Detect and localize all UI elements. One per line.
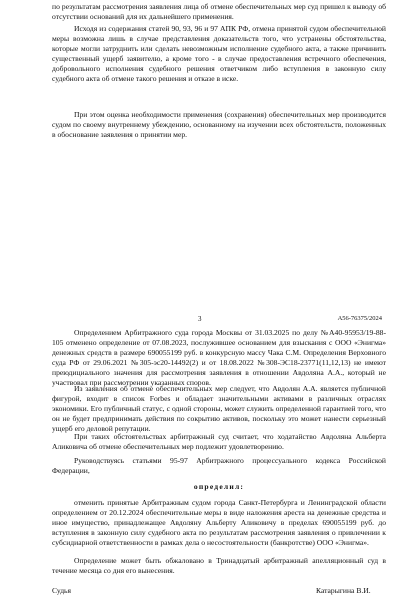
page-number: 3: [198, 315, 202, 323]
paragraph-3: При этом оценка необходимости применения (сохранения) обеспечительных мер производится судом по своему внутреннему убеждению, основанному на изучении всех обстоятельств, положенных в обоснование заявления о принятии мер.: [52, 110, 386, 139]
page-separator: [0, 272, 404, 312]
signature-name: Катарыгина В.И.: [316, 586, 371, 595]
ruling-heading: определил:: [193, 482, 245, 491]
paragraph-ruling-reference: Определением Арбитражного суда города Москвы от 31.03.2025 по делу №А40-95953/19-88-105 отменено определение от 07.08.2023, послужившее основанием для взыскания с ООО «Энигма» денежных средств в размере 690055199 руб. в конкурсную массу Чака С.М. Определения Верховного суда РФ от 29.06.2021 №305-эс20-14492(2) и от 18.08.2022 №308-ЭС18-23771(11,12,13) не имеют преюдициального значения для рассмотрения заявления в отношении Авдоляна А.А., который не участвовал при рассмотрении указанных споров.: [52, 328, 386, 387]
signature-role: Судья: [52, 586, 72, 595]
paragraph-2: Исходя из содержания статей 90, 93, 96 и 97 АПК РФ, отмена принятой судом обеспечительной меры возможна лишь в случае представления доказательств того, что устранены обстоятельства, которые могли затруднить или сделать невозможным исполнение судебного акта, а также причинить существенный ущерб заявителю, а кроме того - в случае предоставления встречного обеспечения, добровольного исполнения судебного решения ответчиком либо вступления в законную силу судебного акта об отмене такого решения и отказе в иске.: [52, 24, 386, 83]
paragraph-applicant-status: Из заявления об отмене обеспечительных мер следует, что Авдолян А.А. является публичной фигурой, входит в список Forbes и обладает значительными активами в различных отраслях экономики. Его публичный статус, с одной стороны, может служить определенной гарантией того, что он не будет предпринимать действия по сокрытию активов, поскольку это может нанести серьезный ущерб его деловой репутации.: [52, 384, 386, 433]
paragraph-court-conclusion: При таких обстоятельствах арбитражный суд считает, что ходатайство Авдоляна Альберта Аликовича об отмене обеспечительных мер подлежит удовлетворению.: [52, 432, 386, 451]
case-number: А56-76375/2024: [337, 315, 382, 322]
paragraph-1: по результатам рассмотрения заявления лица об отмене обеспечительных мер суд пришел к выводу об отсутствии оснований для их дальнейшего применения.: [52, 2, 386, 21]
appeal-notice: Определение может быть обжаловано в Тринадцатый арбитражный апелляционный суд в течение месяца со дня его вынесения.: [52, 556, 386, 575]
ruling-text: отменить принятые Арбитражным судом города Санкт-Петербурга и Ленинградской области определением от 20.12.2024 обеспечительные меры в виде наложения ареста на денежные средства и иное имущество, принадлежащее Авдоляну Альберту Аликовичу в пределах 690055199 руб. до вступления в законную силу судебного акта по результатам рассмотрения заявления о привлечении к субсидиарной ответственности в рамках дела о несостоятельности (банкротстве) ООО «Энигма».: [52, 498, 386, 547]
paragraph-legal-basis: Руководствуясь статьями 95-97 Арбитражного процессуального кодекса Российской Федерации,: [52, 456, 386, 475]
page-2: [0, 312, 404, 600]
page-1: [0, 0, 404, 272]
